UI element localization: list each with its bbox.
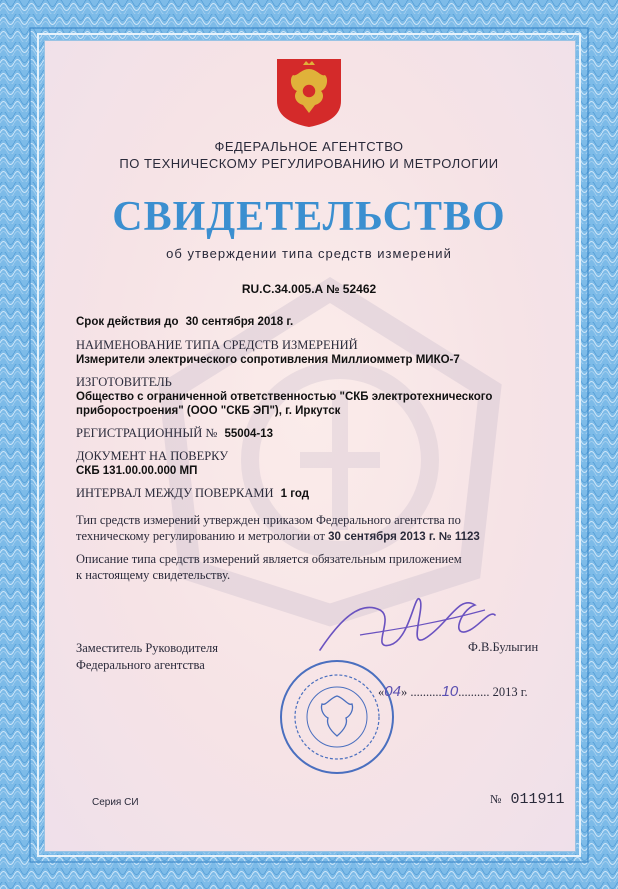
- manufacturer-label: [76, 375, 172, 390]
- type-name-label-text: НАИМЕНОВАНИЕ ТИПА СРЕДСТВ ИЗМЕРЕНИЙ: [76, 338, 358, 352]
- interval-label: ИНТЕРВАЛ МЕЖДУ ПОВЕРКАМИ: [76, 486, 274, 500]
- form-number-value: 011911: [510, 791, 565, 808]
- approval-paragraph: [76, 512, 544, 545]
- date-day: 04: [384, 683, 401, 700]
- validity-row: [76, 314, 293, 330]
- interval-value: 1 год: [280, 488, 310, 500]
- certificate-subtitle: об утверждении типа средств измерений: [166, 246, 452, 261]
- form-number-prefix: №: [490, 792, 502, 806]
- type-name-label: [76, 338, 358, 353]
- type-name-value-text: Измерители электрического сопротивления Миллиомметр МИКО-7: [76, 354, 460, 366]
- signer-position-line2: Федерального агентства: [76, 658, 205, 672]
- reg-number-label: РЕГИСТРАЦИОННЫЙ №: [76, 426, 218, 440]
- approval-line1: Тип средств измерений утвержден приказом Федерального агентства по: [76, 513, 461, 527]
- approval-line2-prefix: техническому регулированию и метрологии от: [76, 529, 325, 543]
- manufacturer-value-line2-text: приборостроения" (ООО "СКБ ЭП"), г. Иркутск: [76, 405, 341, 417]
- validity-label: Срок действия до: [76, 316, 179, 328]
- type-name-value: [76, 352, 460, 368]
- validity-value: 30 сентября 2018 г.: [185, 316, 294, 328]
- reg-number-row: [76, 426, 273, 442]
- interval-row: [76, 486, 309, 502]
- manufacturer-value-line1-text: Общество с ограниченной ответственностью "СКБ электротехнического: [76, 391, 493, 403]
- verification-doc-label-text: ДОКУМЕНТ НА ПОВЕРКУ: [76, 449, 229, 463]
- date-month: 10: [441, 683, 459, 700]
- signer-name: Ф.В.Булыгин: [468, 640, 539, 654]
- approval-line2: [76, 528, 544, 545]
- signer-position: [76, 640, 218, 674]
- approval-order-date: 30 сентября 2013 г. № 1123: [328, 531, 480, 543]
- description-line2: к настоящему свидетельству.: [76, 568, 231, 582]
- description-line1: Описание типа средств измерений является обязательным приложением: [76, 552, 462, 566]
- certificate-title: СВИДЕТЕЛЬСТВО: [112, 194, 506, 240]
- verification-doc-value: [76, 463, 197, 479]
- coat-of-arms-icon: [275, 57, 343, 129]
- description-paragraph: [76, 551, 544, 583]
- registration-code: RU.C.34.005.A № 52462: [241, 282, 377, 296]
- agency-name-line2: ПО ТЕХНИЧЕСКОМУ РЕГУЛИРОВАНИЮ И МЕТРОЛОГИИ: [119, 156, 499, 171]
- manufacturer-value-line2: [76, 403, 340, 419]
- agency-name-line1: ФЕДЕРАЛЬНОЕ АГЕНТСТВО: [214, 139, 404, 154]
- date-year: 2013 г.: [492, 685, 528, 699]
- form-number: [490, 791, 564, 808]
- verification-doc-value-text: СКБ 131.00.00.000 МП: [76, 465, 198, 477]
- handwritten-signature: [300, 580, 500, 670]
- manufacturer-label-text: ИЗГОТОВИТЕЛЬ: [76, 375, 172, 389]
- signer-position-line1: Заместитель Руководителя: [76, 641, 218, 655]
- verification-doc-label: [76, 449, 228, 464]
- reg-number-value: 55004-13: [224, 428, 274, 440]
- official-stamp: [278, 658, 396, 776]
- signing-date: «04» ..........10.......... 2013 г.: [378, 683, 528, 700]
- series-label: Серия СИ: [92, 797, 139, 808]
